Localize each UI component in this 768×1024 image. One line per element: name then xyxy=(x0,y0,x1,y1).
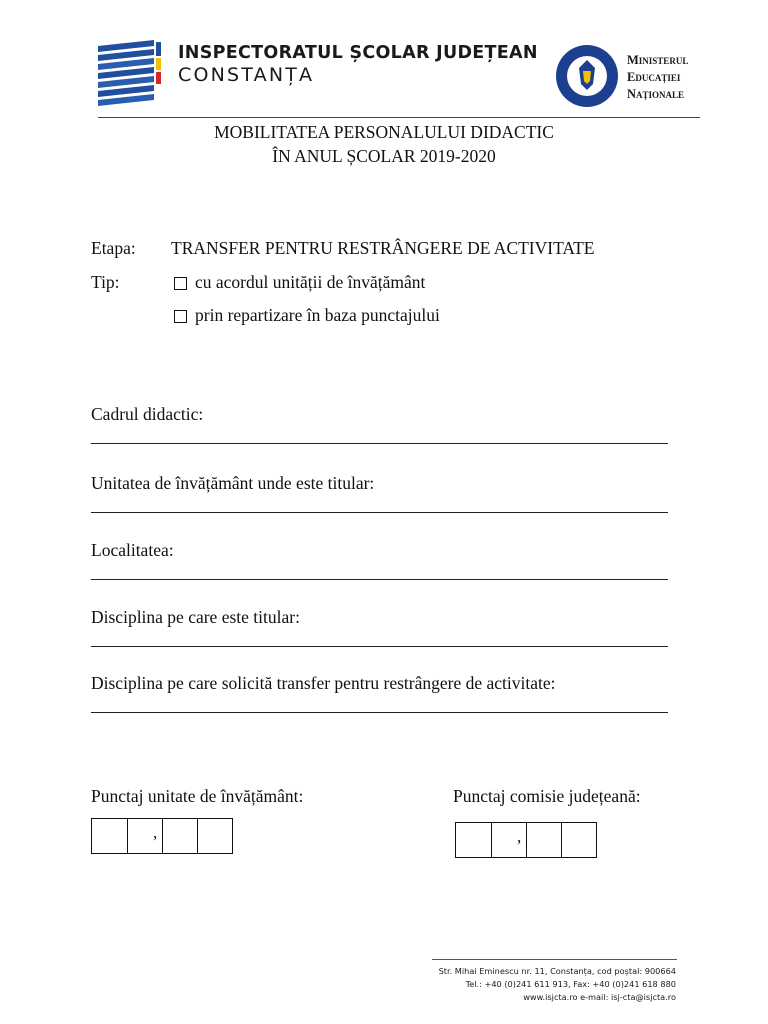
field-line-school[interactable] xyxy=(91,512,668,513)
type-option-label: cu acordul unității de învățământ xyxy=(195,272,426,292)
score-digit-box[interactable] xyxy=(456,823,491,857)
footer-address: Str. Mihai Eminescu nr. 11, Constanța, cod poștal: 900664 xyxy=(438,966,676,976)
document-title: MOBILITATEA PERSONALULUI DIDACTIC xyxy=(214,122,554,142)
ministry-name: Ministerul Educației Naționale xyxy=(627,53,689,101)
footer-phone: Tel.: +40 (0)241 611 913, Fax: +40 (0)241 618 880 xyxy=(465,979,676,989)
field-label-school: Unitatea de învățământ unde este titular: xyxy=(91,473,375,493)
school-score-label: Punctaj unitate de învățământ: xyxy=(91,786,304,806)
document-subtitle: ÎN ANUL ȘCOLAR 2019-2020 xyxy=(272,146,496,166)
type-label: Tip: xyxy=(91,272,120,292)
county-score-label: Punctaj comisie județeană: xyxy=(453,786,641,806)
header-divider xyxy=(98,117,700,118)
stage-value: TRANSFER PENTRU RESTRÂNGERE DE ACTIVITATE xyxy=(171,238,595,258)
field-label-locality: Localitatea: xyxy=(91,540,174,560)
checkbox[interactable] xyxy=(174,277,187,290)
score-digit-box[interactable] xyxy=(517,823,561,857)
checkbox[interactable] xyxy=(174,310,187,323)
type-option-label: prin repartizare în baza punctajului xyxy=(195,305,440,325)
county-score-boxes[interactable] xyxy=(455,822,597,858)
school-score-boxes[interactable] xyxy=(91,818,233,854)
government-seal-icon xyxy=(555,44,619,108)
stage-label: Etapa: xyxy=(91,238,136,258)
type-option-agreement[interactable] xyxy=(174,272,425,293)
field-label-discipline: Disciplina pe care este titular: xyxy=(91,607,300,627)
institution-name: INSPECTORATUL ȘCOLAR JUDEȚEAN xyxy=(178,43,538,63)
decimal-separator: , xyxy=(517,827,522,846)
type-option-score[interactable] xyxy=(174,305,440,326)
field-line-teacher[interactable] xyxy=(91,443,668,444)
isj-logo-icon xyxy=(94,38,164,114)
field-line-discipline[interactable] xyxy=(91,646,668,647)
score-digit-box[interactable] xyxy=(92,819,127,853)
field-label-requested-discipline: Disciplina pe care solicită transfer pentru restrângere de activitate: xyxy=(91,673,556,693)
score-digit-box[interactable] xyxy=(197,819,232,853)
field-line-requested-discipline[interactable] xyxy=(91,712,668,713)
institution-county: CONSTANȚA xyxy=(178,64,315,86)
score-digit-box[interactable] xyxy=(153,819,197,853)
decimal-separator: , xyxy=(153,823,158,842)
footer-divider xyxy=(432,959,677,960)
footer-web: www.isjcta.ro e-mail: isj-cta@isjcta.ro xyxy=(523,992,676,1002)
score-digit-box[interactable] xyxy=(561,823,596,857)
field-line-locality[interactable] xyxy=(91,579,668,580)
field-label-teacher: Cadrul didactic: xyxy=(91,404,204,424)
